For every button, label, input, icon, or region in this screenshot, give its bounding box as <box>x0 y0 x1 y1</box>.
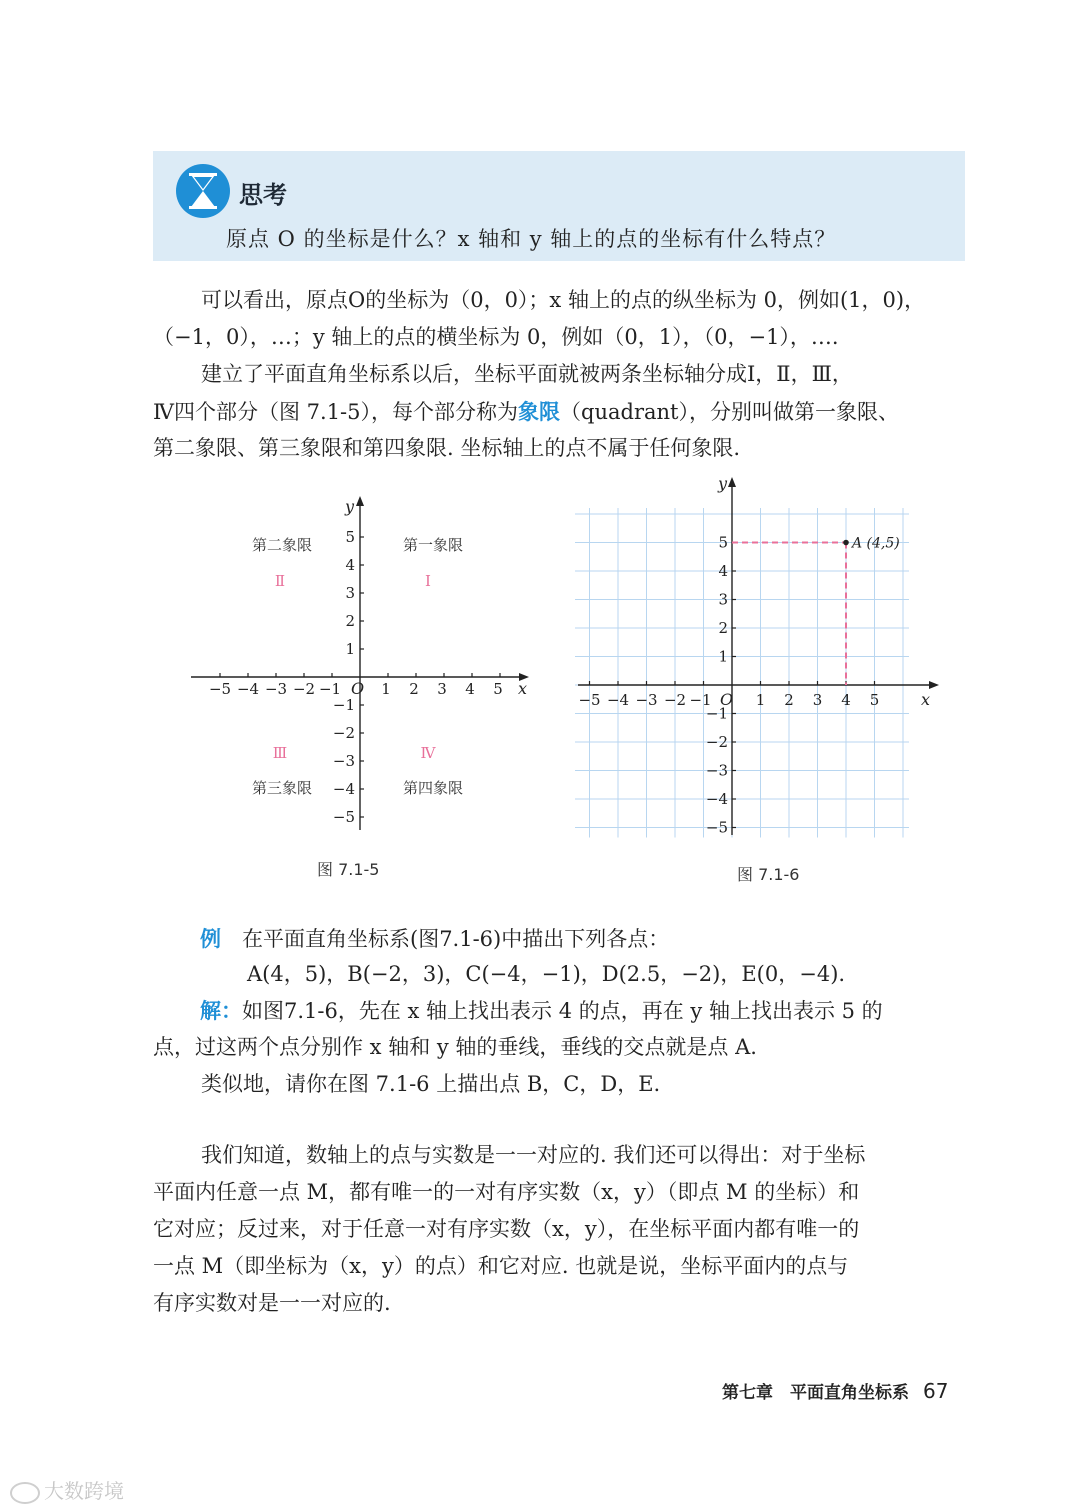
watermark-logo-icon <box>10 1482 40 1504</box>
y-tick-label: −4 <box>332 780 355 798</box>
figure-caption: 图 7.1-5 <box>317 860 380 879</box>
x-tick-label: 2 <box>409 680 419 698</box>
x-tick-label: −2 <box>663 691 687 709</box>
y-tick-label: 3 <box>718 590 728 609</box>
quadrant-label-2: 第二象限 <box>252 536 313 554</box>
paragraph-line: 可以看出，原点O的坐标为（0，0）；x 轴上的点的纵坐标为 0，例如(1，0)， <box>201 288 926 312</box>
paragraph-line <box>153 393 973 431</box>
x-tick-label: −2 <box>292 680 316 698</box>
term-quadrant: 象限 <box>518 399 561 424</box>
example-text: 在平面直角坐标系(图7.1-6)中描出下列各点： <box>242 927 670 951</box>
y-tick-label: 2 <box>718 619 728 637</box>
y-axis-arrow-icon <box>356 496 364 506</box>
watermark-text: 大数跨境 <box>44 1479 124 1503</box>
paragraph-line: 建立了平面直角坐标系以后，坐标平面就被两条坐标轴分成Ⅰ，Ⅱ，Ⅲ， <box>201 362 853 386</box>
x-axis-label: x <box>921 690 931 709</box>
x-tick-label: −4 <box>236 680 260 698</box>
point-a-label: A (4,5) <box>852 535 900 552</box>
y-tick-label: 4 <box>718 562 728 580</box>
y-axis-label: y <box>345 497 355 516</box>
y-tick-label: −2 <box>705 733 728 751</box>
y-tick-label: −5 <box>332 808 355 826</box>
y-tick-label: −2 <box>332 724 355 742</box>
chapter-title: 第七章 平面直角坐标系 <box>722 1383 909 1403</box>
x-tick-label: 1 <box>755 691 766 709</box>
paragraph-line: 第二象限、第三象限和第四象限. 坐标轴上的点不属于任何象限. <box>153 436 741 460</box>
grid-lines <box>575 508 909 838</box>
point-a <box>843 540 849 546</box>
x-tick-label: 5 <box>869 691 880 709</box>
y-tick-label: −5 <box>705 818 728 837</box>
hourglass-icon <box>175 163 231 219</box>
x-tick-label: 4 <box>841 691 851 709</box>
solution-label: 解： <box>200 998 242 1023</box>
closing-line: 我们知道，数轴上的点与实数是一一对应的. 我们还可以得出：对于坐标 <box>201 1143 866 1167</box>
x-axis-arrow-icon <box>929 681 939 689</box>
x-tick-label: 3 <box>812 691 823 709</box>
quadrant-label-4: 第四象限 <box>403 779 464 797</box>
y-tick-label: 3 <box>345 584 355 602</box>
y-tick-label: 5 <box>345 528 355 546</box>
origin-label: O <box>351 679 365 698</box>
y-tick-label: 2 <box>345 612 355 630</box>
y-axis-label: y <box>718 475 728 493</box>
x-tick-label: −1 <box>318 680 342 698</box>
quadrant-numeral-4: Ⅳ <box>420 744 436 762</box>
quadrant-numeral-3: Ⅲ <box>272 744 288 762</box>
y-tick-label: −3 <box>705 761 728 780</box>
think-title: 思考 <box>239 181 287 209</box>
think-question: 原点 O 的坐标是什么？x 轴和 y 轴上的点的坐标有什么特点？ <box>226 227 837 251</box>
x-tick-label: −1 <box>689 691 712 709</box>
y-tick-label: 1 <box>718 647 728 666</box>
y-tick-label: −1 <box>705 704 728 723</box>
closing-line: 它对应；反过来，对于任意一对有序实数（x，y），在坐标平面内都有唯一的 <box>153 1217 860 1241</box>
figure-grid <box>575 475 945 840</box>
solution-text: 如图7.1-6，先在 x 轴上找出表示 4 的点，再在 y 轴上找出表示 5 的 <box>242 999 883 1023</box>
x-tick-label: 4 <box>465 680 475 698</box>
figure-quadrants <box>185 490 545 835</box>
x-tick-label: −3 <box>635 691 658 709</box>
y-tick-label: −1 <box>332 696 355 714</box>
y-tick-label: 5 <box>718 533 728 552</box>
example-line <box>200 920 1020 958</box>
y-tick-label: −3 <box>332 752 355 770</box>
page-number: 67 <box>923 1379 949 1403</box>
solution-line: 类似地，请你在图 7.1-6 上描出点 B，C，D，E. <box>201 1072 661 1096</box>
think-box <box>153 151 965 261</box>
example-label: 例 <box>200 926 221 951</box>
x-tick-label: 5 <box>493 680 503 698</box>
y-tick-label: 4 <box>345 556 355 574</box>
figure-caption: 图 7.1-6 <box>737 865 800 884</box>
origin-label: O <box>720 690 734 709</box>
closing-line: 平面内任意一点 M，都有唯一的一对有序实数（x，y）（即点 M 的坐标）和 <box>153 1180 860 1204</box>
quadrant-label-3: 第三象限 <box>252 779 313 797</box>
example-points: A(4，5)，B(−2，3)，C(−4，−1)，D(2.5，−2)，E(0，−4). <box>247 962 846 986</box>
quadrant-label-1: 第一象限 <box>403 536 464 554</box>
x-tick-label: −3 <box>264 680 288 698</box>
x-tick-label: −5 <box>208 680 232 698</box>
closing-line: 一点 M（即坐标为（x，y）的点）和它对应. 也就是说，坐标平面内的点与 <box>153 1254 849 1278</box>
quadrant-numeral-1: Ⅰ <box>425 572 431 590</box>
y-axis-arrow-icon <box>728 477 736 487</box>
x-axis-label: x <box>518 679 528 698</box>
closing-line: 有序实数对是一一对应的. <box>153 1291 391 1315</box>
y-tick-label: −4 <box>705 790 728 808</box>
x-tick-label: −5 <box>578 691 601 709</box>
page-footer <box>722 1378 948 1403</box>
watermark <box>10 1475 124 1504</box>
paragraph-text: （quadrant），分别叫做第一象限、 <box>560 400 899 424</box>
x-tick-label: −4 <box>606 691 630 709</box>
solution-line <box>200 992 1020 1030</box>
solution-line: 点，过这两个点分别作 x 轴和 y 轴的垂线，垂线的交点就是点 A. <box>153 1035 757 1059</box>
y-tick-label: 1 <box>345 640 355 658</box>
x-tick-label: 1 <box>381 680 391 698</box>
quadrant-numeral-2: Ⅱ <box>274 572 286 590</box>
x-tick-label: 3 <box>437 680 447 698</box>
x-tick-label: 2 <box>784 691 794 709</box>
paragraph-text: Ⅳ四个部分（图 7.1-5），每个部分称为 <box>153 400 519 424</box>
paragraph-line: （−1，0），…；y 轴上的点的横坐标为 0，例如（0，1），（0，−1），…. <box>153 325 839 349</box>
